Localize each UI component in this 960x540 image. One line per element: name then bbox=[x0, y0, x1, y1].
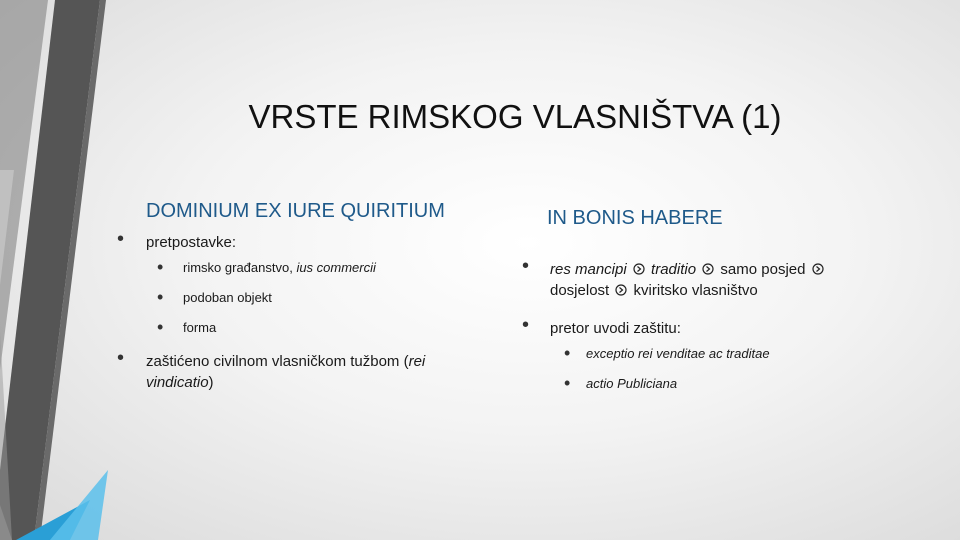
right-item-praetor: • pretor uvodi zaštitu: bbox=[522, 314, 681, 337]
bullet-icon: • bbox=[117, 228, 125, 250]
right-column bbox=[522, 203, 842, 399]
bullet-icon: • bbox=[564, 343, 571, 363]
arrow-circle-icon bbox=[812, 263, 824, 275]
left-item-requirements: • pretpostavke: bbox=[117, 228, 237, 251]
right-sub-actio: • actio Publiciana bbox=[522, 369, 842, 399]
left-sub-citizenship: • rimsko građanstvo, ius commercii bbox=[117, 253, 477, 283]
bullet-icon: • bbox=[522, 314, 530, 336]
left-sub-form: • forma bbox=[117, 313, 477, 343]
left-item-protection: • zaštićeno civilnom vlasničkom tužbom (rei vindicatio) bbox=[117, 347, 426, 391]
bullet-icon: • bbox=[117, 347, 125, 369]
arrow-circle-icon bbox=[702, 263, 714, 275]
bullet-icon: • bbox=[157, 287, 164, 307]
left-sub-object: • podoban objekt bbox=[117, 283, 477, 313]
bullet-icon: • bbox=[564, 373, 571, 393]
bullet-icon: • bbox=[157, 317, 164, 337]
right-sub-exceptio: • exceptio rei venditae ac traditae bbox=[522, 339, 842, 369]
bullet-icon: • bbox=[157, 257, 164, 277]
arrow-circle-icon bbox=[615, 284, 627, 296]
slide-title: VRSTE RIMSKOG VLASNIŠTVA (1) bbox=[248, 98, 782, 135]
left-column bbox=[117, 196, 477, 393]
right-item-chain: • res mancipi traditio samo posjed dosjelost kviritsko vlasništvo bbox=[522, 259, 842, 301]
right-heading: IN BONIS HABERE bbox=[547, 207, 723, 229]
arrow-circle-icon bbox=[633, 263, 645, 275]
left-heading: DOMINIUM EX IURE QUIRITIUM bbox=[146, 200, 445, 222]
bullet-icon: • bbox=[522, 255, 530, 277]
